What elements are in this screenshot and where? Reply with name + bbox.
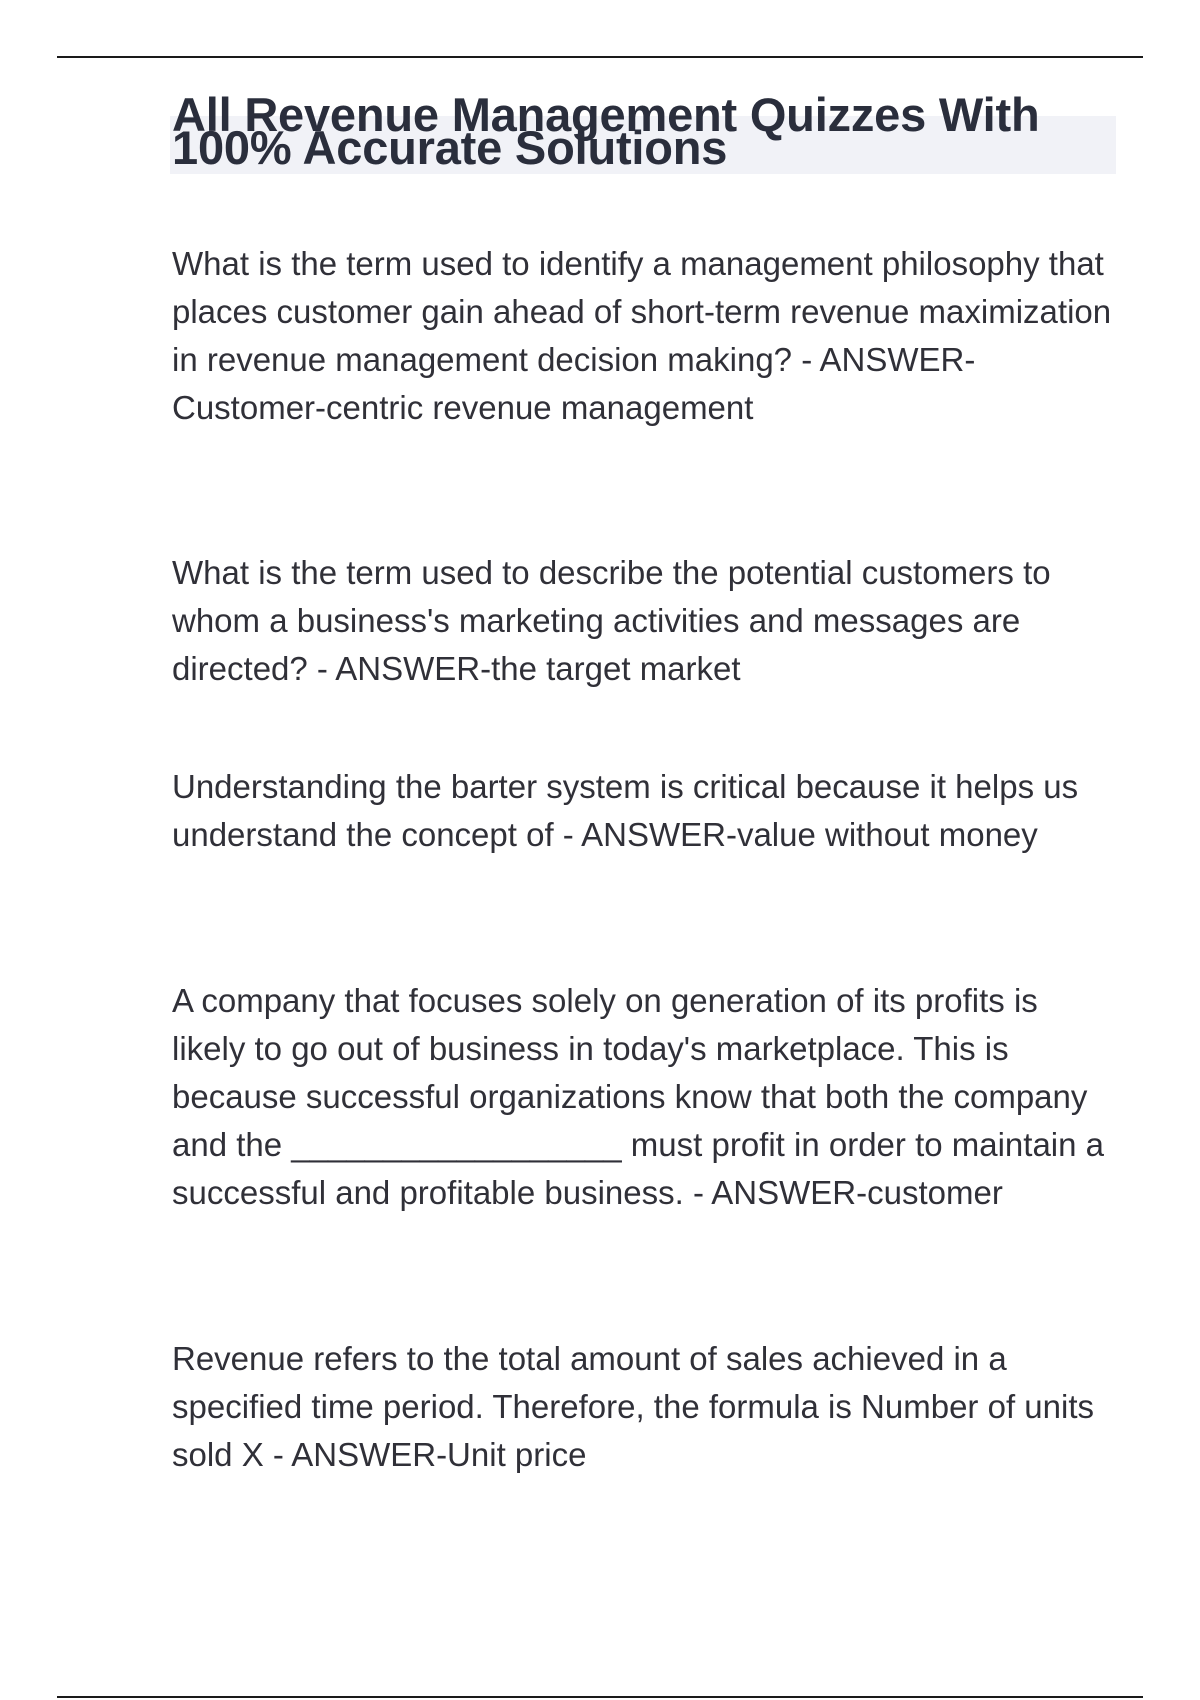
qa-item-2: What is the term used to describe the potential customers to whom a business's marketing activities and messages are directed? - ANSWER-the target market <box>172 554 1051 687</box>
top-divider <box>57 56 1143 58</box>
bottom-divider <box>57 1696 1143 1698</box>
qa-item-1: What is the term used to identify a management philosophy that places customer gain ahead of short-term revenue maximization in revenue management decision making? - ANSWER-Customer-centric revenue management <box>172 245 1112 426</box>
qa-item-3: Understanding the barter system is critical because it helps us understand the concept of - ANSWER-value without money <box>172 768 1079 853</box>
qa-item-4: A company that focuses solely on generation of its profits is likely to go out of business in today's marketplace. This is because successful organizations know that both the company and the __________________ must profit in order to maintain a successful and profitable business. - ANSWER-customer <box>172 982 1105 1211</box>
qa-item-5: Revenue refers to the total amount of sales achieved in a specified time period. Therefore, the formula is Number of units sold X - ANSWER-Unit price <box>172 1340 1094 1473</box>
document-title: All Revenue Management Quizzes With 100% Accurate Solutions <box>172 88 1040 174</box>
